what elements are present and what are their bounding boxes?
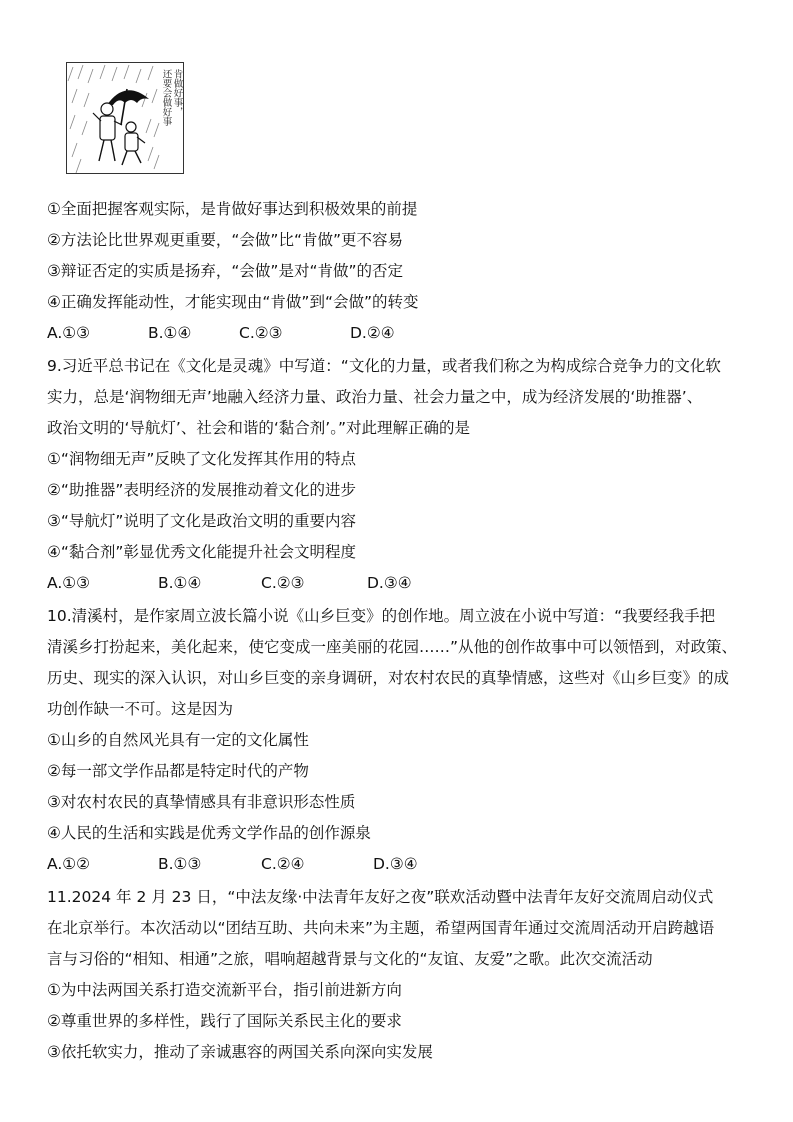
- q9-item-1: ①“润物细无声”反映了文化发挥其作用的特点: [47, 450, 356, 468]
- q8-option-d[interactable]: D.②④: [350, 324, 395, 342]
- q10-stem-line1: 10.清溪村，是作家周立波长篇小说《山乡巨变》的创作地。周立波在小说中写道：“我要经我手把: [47, 607, 716, 625]
- q8-option-a[interactable]: A.①③: [47, 324, 91, 342]
- cartoon-caption-line2: 还要会做好事: [160, 69, 172, 126]
- q8-item-4: ④正确发挥能动性，才能实现由“肯做”到“会做”的转变: [47, 293, 419, 311]
- q11-item-2: ②尊重世界的多样性，践行了国际关系民主化的要求: [47, 1012, 402, 1030]
- q9-stem-line2: 实力，总是‘润物细无声’地融入经济力量、政治力量、社会力量之中，成为经济发展的‘助推器’、: [47, 388, 703, 406]
- q11-stem-line2: 在北京举行。本次活动以“团结互助、共向未来”为主题，希望两国青年通过交流周活动开启跨越语: [47, 919, 715, 937]
- q8-item-3: ③辩证否定的实质是扬弃，“会做”是对“肯做”的否定: [47, 262, 404, 280]
- q10-stem-line4: 功创作缺一不可。这是因为: [47, 700, 234, 718]
- q9-item-2: ②“助推器”表明经济的发展推动着文化的进步: [47, 481, 356, 499]
- q9-option-d[interactable]: D.③④: [367, 574, 412, 592]
- q9-option-b[interactable]: B.①④: [158, 574, 202, 592]
- q11-item-1: ①为中法两国关系打造交流新平台，指引前进新方向: [47, 981, 402, 999]
- q10-option-b[interactable]: B.①③: [158, 855, 202, 873]
- q9-option-c[interactable]: C.②③: [261, 574, 305, 592]
- q10-stem-line3: 历史、现实的深入认识，对山乡巨变的亲身调研，对农村农民的真挚情感，这些对《山乡巨变》的成: [47, 669, 730, 687]
- q10-item-4: ④人民的生活和实践是优秀文学作品的创作源泉: [47, 824, 371, 842]
- q8-item-1: ①全面把握客观实际，是肯做好事达到积极效果的前提: [47, 200, 418, 218]
- q10-option-d[interactable]: D.③④: [373, 855, 418, 873]
- q9-item-4: ④“黏合剂”彰显优秀文化能提升社会文明程度: [47, 543, 356, 561]
- q10-item-3: ③对农村农民的真挚情感具有非意识形态性质: [47, 793, 356, 811]
- cartoon-caption-line1: 肯做好事，: [171, 69, 183, 117]
- q11-item-3: ③依托软实力，推动了亲诚惠容的两国关系向深向实发展: [47, 1043, 433, 1061]
- q8-item-2: ②方法论比世界观更重要，“会做”比“肯做”更不容易: [47, 231, 404, 249]
- q10-stem-line2: 清溪乡打扮起来，美化起来，使它变成一座美丽的花园……”从他的创作故事中可以领悟到，对政策、: [47, 638, 738, 656]
- q10-option-a[interactable]: A.①②: [47, 855, 91, 873]
- cartoon-illustration: [66, 62, 184, 174]
- q8-option-b[interactable]: B.①④: [148, 324, 192, 342]
- q9-item-3: ③“导航灯”说明了文化是政治文明的重要内容: [47, 512, 356, 530]
- q10-option-c[interactable]: C.②④: [261, 855, 305, 873]
- q10-item-1: ①山乡的自然风光具有一定的文化属性: [47, 731, 309, 749]
- q9-stem-line1: 9.习近平总书记在《文化是灵魂》中写道：“文化的力量，或者我们称之为构成综合竞争力的文化软: [47, 357, 721, 375]
- q11-stem-line1: 11.2024 年 2 月 23 日，“中法友缘·中法青年友好之夜”联欢活动暨中法青年友好交流周启动仪式: [47, 888, 714, 906]
- q8-option-c[interactable]: C.②③: [239, 324, 283, 342]
- q10-item-2: ②每一部文学作品都是特定时代的产物: [47, 762, 309, 780]
- q9-option-a[interactable]: A.①③: [47, 574, 91, 592]
- q9-stem-line3: 政治文明的‘导航灯’、社会和谐的‘黏合剂’。”对此理解正确的是: [47, 419, 470, 437]
- q11-stem-line3: 言与习俗的“相知、相通”之旅，唱响超越背景与文化的“友谊、友爱”之歌。此次交流活动: [47, 950, 653, 968]
